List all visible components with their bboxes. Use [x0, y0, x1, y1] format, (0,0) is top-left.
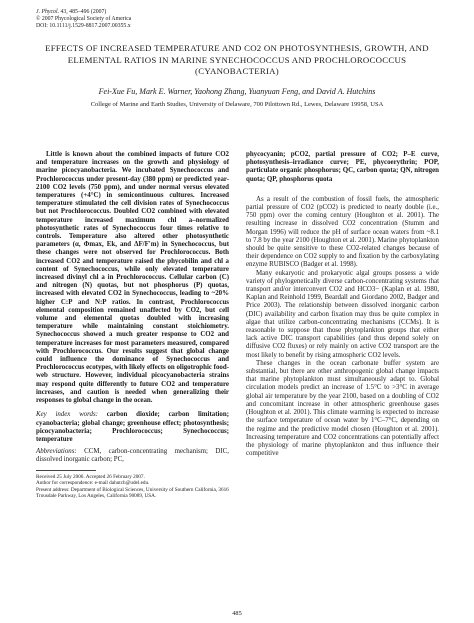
key-index-words [36, 411, 229, 444]
right-column [246, 151, 439, 458]
affiliation: College of Marine and Earth Studies, University of Delaware, 700 Pilottown Rd., Lewes, Delaware 19958, USA [90, 101, 384, 108]
citation: 43, 485–496 (2007) [60, 9, 107, 15]
intro-paragraph-3: These changes in the ocean carbonate buffer system are substantial, but there are other anthropogenic global change impacts that marine phytoplankton must simultaneously adapt to. Global circulation models predict an increase of 1.5°C to >3°C in average global air temperature by the year 2100, based on a doubling of CO2 and concomitant increase in other atmospheric greenhouse gases (Houghton et al. 2001). This climate warming is expected to increase the surface temperature of ocean water by 1°C–7°C, depending on the regime and the predictive model chosen (Houghton et al. 2001). Increasing temperature and CO2 concentrations can potentially affect the physiology of marine phytoplankton and thus influence their competitive [246, 359, 439, 458]
footnote-author: Author for correspondence: e-mail dahutch@udel.edu. [36, 480, 150, 487]
footnote-divider [36, 470, 96, 471]
copyright: © 2007 Phycological Society of America [36, 16, 132, 23]
abbreviations-label: Abbreviations: [36, 448, 77, 456]
intro-paragraph-1: As a result of the combustion of fossil fuels, the atmospheric partial pressure of CO2 (pCO2) is predicted to nearly double (i.e., 750 ppm) over the coming century (Houghton et al. 2001). The resulting increase in dissolved CO2 concentration (Stumm and Morgan 1996) will reduce the pH of surface ocean waters from ~8.1 to 7.8 by the year 2100 (Houghton et al. 2001). Marine phytoplankton should be quite sensitive to these CO2-related changes because of their dependence on CO2 supply to and fixation by the carboxylating enzyme RUBISCO (Badger et al. 1998). [246, 195, 439, 269]
article-title: EFFECTS OF INCREASED TEMPERATURE AND CO2 ON PHOTOSYNTHESIS, GROWTH, AND ELEMENTAL RATIOS IN MARINE SYNECHOCOCCUS AND PROCHLOROCOCCUS (CYANOBACTERIA) [45, 43, 429, 77]
key-index-text: carbon dioxide; carbon limitation; cyanobacteria; global change; greenhouse effect; photosynthesis; picocyanobacteria; Prochlorococcus; Synechococcus; temperature [36, 411, 229, 443]
key-index-label: Key index words: [36, 411, 98, 419]
page-number: 485 [232, 610, 242, 617]
abstract: Little is known about the combined impacts of future CO2 and temperature increases on the growth and physiology of marine picocyanobacteria. We incubated Synechococcus and Prochlorococcus under present-day (380 ppm) or predicted year-2100 CO2 levels (750 ppm), and under normal versus elevated temperatures (+4°C) in semicontinuous cultures. Increased temperature stimulated the cell division rates of Synechococcus but not Prochlorococcus. Doubled CO2 combined with elevated temperature increased maximum chl a–normalized photosynthetic rates of Synechococcus four times relative to controls. Temperature also altered other photosynthetic parameters (α, Φmax, Ek, and ΔF/F′m) in Synechococcus, but these changes were not observed for Prochlorococcus. Both increased CO2 and temperature raised the phycobilin and chl a content of Synechococcus, while only elevated temperature increased divinyl chl a in Prochlorococcus. Cellular carbon (C) and nitrogen (N) quotas, but not phosphorus (P) quotas, increased with elevated CO2 in Synechococcus, leading to ~20% higher C:P and N:P ratios. In contrast, Prochlorococcus elemental composition remained unaffected by CO2, but cell volume and elemental quotas doubled with increasing temperature while maintaining constant stoichiometry. Synechococcus showed a much greater response to CO2 and temperature increases for most parameters measured, compared with Prochlorococcus. Our results suggest that global change could influence the dominance of Synechococcus and Prochlorococcus ecotypes, with likely effects on oligotrophic food-web structure. However, individual picocyanobacteria strains may respond quite differently to future CO2 and temperature increases, and caution is needed when generalizing their responses to global change in the ocean. [36, 151, 229, 405]
abbreviations-text: CCM, carbon-concentrating mechanism; DIC, dissolved inorganic carbon; PC, [36, 448, 229, 464]
left-column [36, 151, 229, 500]
intro-paragraph-2: Many eukaryotic and prokaryotic algal groups possess a wide variety of phylogenetically diverse carbon-concentrating systems that transport and/or interconvert CO2 and HCO3− (Kaplan et al. 1980, Kaplan and Reinhold 1999, Beardall and Giordano 2002, Badger and Price 2003). The relationship between dissolved inorganic carbon (DIC) availability and carbon fixation may thus be quite complex in algae that utilize carbon-concentrating mechanisms (CCMs). It is reasonable to suppose that those phytoplankton groups that either lack active DIC transport capabilities (and thus depend solely on diffusive CO2 fluxes) or rely mainly on active CO2 transport are the most likely to benefit by rising atmospheric CO2 levels. [246, 269, 439, 359]
footnote-received: Received 25 July 2006. Accepted 26 February 2007. [36, 473, 145, 480]
doi: DOI: 10.1111/j.1529-8817.2007.00355.x [36, 23, 131, 30]
authors: Fei-Xue Fu, Mark E. Warner, Yaohong Zhang, Yuanyuan Feng, and David A. Hutchins [98, 87, 376, 96]
footnote-present-address: Present address: Department of Biological Sciences, University of Southern California, 3616 Trousdale Parkway, Los Angeles, California 90089, USA. [36, 486, 229, 500]
abbreviations-continued: phycocyanin; pCO2, partial pressure of CO2; P–E curve, photosynthesis–irradiance curve; PE, phycoerythrin; POP, particulate organic phosphorus; QC, carbon quota; QN, nitrogen quota; QP, phosphorus quota [246, 151, 439, 183]
footnotes [36, 474, 229, 500]
abbreviations [36, 448, 229, 464]
masthead [36, 9, 131, 31]
journal-name: J. Phycol. [36, 9, 60, 15]
